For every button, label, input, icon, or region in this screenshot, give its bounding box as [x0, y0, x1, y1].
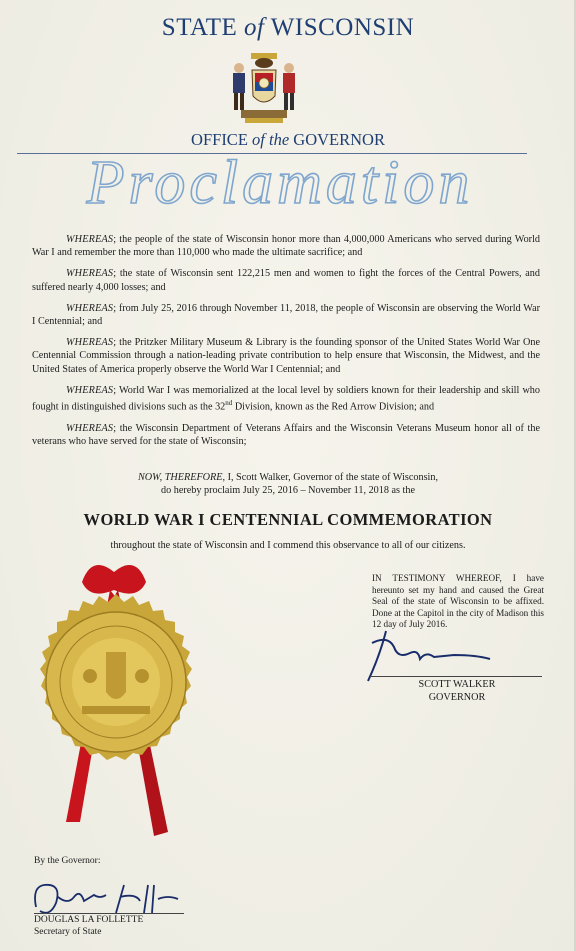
by-the-governor-label: By the Governor: — [34, 856, 101, 866]
whereas-clause: WHEREAS; World War I was memorialized at the local level by soldiers known for their leadership and skill who fought in distinguished divisions such as the 32nd Division, known as the Red Arrow Division; and — [32, 384, 540, 413]
observance-statement: throughout the state of Wisconsin and I commend this observance to all of our citizens. — [110, 540, 466, 551]
proclamation-script-title — [40, 145, 520, 225]
coat-of-arms-icon — [221, 50, 307, 126]
whereas-clause: WHEREAS; the Pritzker Military Museum & Library is the founding sponsor of the United States World War One Centennial Commission through a nation-leading private contribution to help ensure that Wisconsin, the Midwest, and the United States of America properly observe the World War I Centennial; and — [32, 337, 540, 375]
secretary-name-block: DOUGLAS LA FOLLETTE Secretary of State — [34, 915, 144, 937]
whereas-clause: WHEREAS; the people of the state of Wisconsin honor more than 4,000,000 Americans who served during World War I and remember the more than 110,000 who made the ultimate sacrifice; and — [32, 234, 540, 259]
governor-name-block: SCOTT WALKER GOVERNOR — [418, 679, 496, 703]
svg-text:Proclamation: Proclamation — [86, 149, 474, 217]
proclaim-statement: NOW, THEREFORE, I, Scott Walker, Governor of the state of Wisconsin, do hereby proclaim July 25, 2016 – November 11, 2018 as the — [137, 472, 439, 496]
whereas-clause: WHEREAS; the state of Wisconsin sent 122,215 men and women to fight the forces of the Central Powers, and suffered nearly 4,000 losses; and — [32, 268, 540, 293]
commemoration-title: WORLD WAR I CENTENNIAL COMMEMORATION — [83, 510, 493, 529]
testimony-block: IN TESTIMONY WHEREOF, I have hereunto set my hand and caused the Great Seal of the state of Wisconsin to be affixed. Done at the Capitol in the city of Madison this 12 day of July 2016. — [372, 573, 544, 630]
whereas-clause: WHEREAS; from July 25, 2016 through November 11, 2018, the people of Wisconsin are observing the World War I Centennial; and — [32, 302, 540, 328]
whereas-clause: WHEREAS; the Wisconsin Department of Veterans Affairs and the Wisconsin Veterans Museum honor all of the veterans who have served for the state of Wisconsin; — [32, 422, 540, 447]
governor-signature-line — [370, 676, 542, 677]
governor-signature — [358, 625, 508, 687]
gold-seal-icon — [32, 560, 202, 860]
whereas-clauses — [32, 233, 540, 456]
office-title: OFFICE of the GOVERNOR — [191, 130, 385, 149]
state-title: STATE of WISCONSIN — [161, 14, 415, 41]
